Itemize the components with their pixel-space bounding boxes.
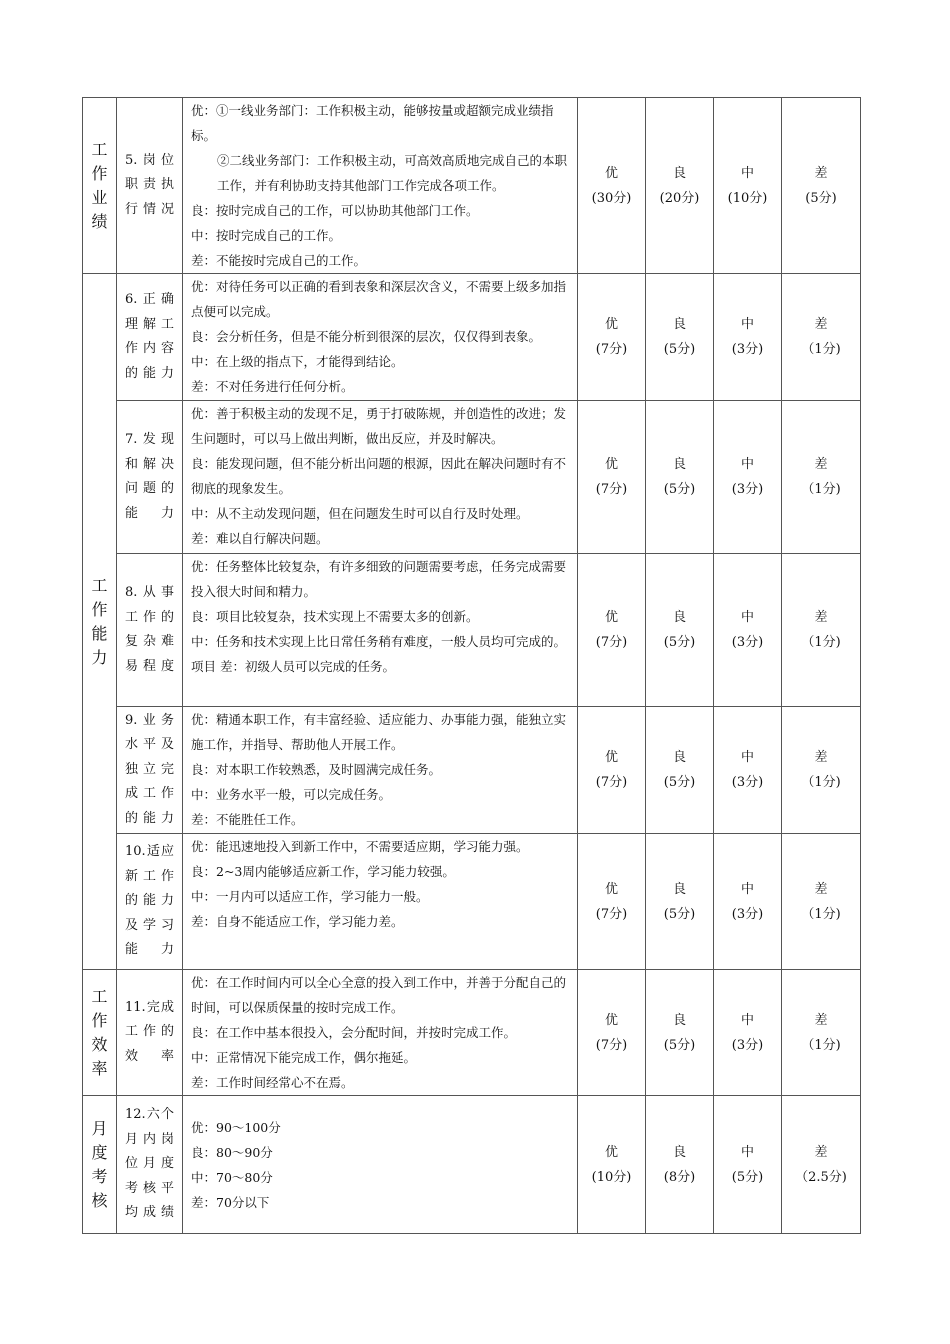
criteria-cell xyxy=(183,707,578,834)
grade-points: (7分) xyxy=(595,906,628,922)
score-excellent xyxy=(578,970,646,1096)
score-excellent xyxy=(578,834,646,970)
criteria-line: 中：从不主动发现问题，但在问题发生时可以自行及时处理。 xyxy=(191,506,529,521)
grade-points: (20分) xyxy=(659,190,700,206)
score-excellent xyxy=(578,707,646,834)
grade-label: 良 xyxy=(672,1144,686,1160)
criteria-line: 良：在工作中基本很投入，会分配时间，并按时完成工作。 xyxy=(191,1025,517,1040)
score-average xyxy=(714,1096,782,1234)
criteria-cell xyxy=(183,1096,578,1234)
criteria-cell xyxy=(183,401,578,554)
grade-label: 差 xyxy=(814,457,828,472)
item-name: 10.适应新工作的能力及学习能力 xyxy=(117,834,183,970)
score-average xyxy=(714,834,782,970)
score-poor xyxy=(782,834,861,970)
criteria-line: 差：自身不能适应工作，学习能力差。 xyxy=(191,914,404,929)
grade-points: (7分) xyxy=(595,482,628,497)
score-average xyxy=(714,98,782,274)
grade-label: 优 xyxy=(604,610,618,625)
grade-points: （1分) xyxy=(801,775,841,790)
criteria-line: 差：70分以下 xyxy=(191,1194,270,1210)
grade-points: (8分) xyxy=(663,1169,696,1185)
grade-label: 差 xyxy=(814,1012,828,1028)
score-average xyxy=(714,707,782,834)
category-cell xyxy=(83,274,117,970)
score-poor xyxy=(782,1096,861,1234)
grade-points: （1分) xyxy=(801,482,841,497)
score-poor xyxy=(782,970,861,1096)
grade-points: （1分) xyxy=(801,635,841,650)
grade-label: 中 xyxy=(740,750,754,765)
grade-label: 中 xyxy=(740,457,754,472)
table-row xyxy=(83,274,861,401)
grade-points: (7分) xyxy=(595,342,628,357)
grade-points: (7分) xyxy=(595,635,628,650)
grade-points: (5分) xyxy=(663,906,696,922)
criteria-line: 优：善于积极主动的发现不足，勇于打破陈规，并创造性的改进；发生问题时，可以马上做出判断，做出反应，并及时解决。 xyxy=(191,406,567,446)
criteria-line: 中：70～80分 xyxy=(191,1169,273,1185)
grade-label: 优 xyxy=(604,317,618,332)
grade-label: 中 xyxy=(740,1012,754,1028)
grade-points: (3分) xyxy=(731,1037,764,1053)
criteria-line: 良：项目比较复杂，技术实现上不需要太多的创新。 xyxy=(191,609,479,624)
criteria-line: 差：难以自行解决问题。 xyxy=(191,531,329,546)
score-good xyxy=(646,1096,714,1234)
grade-points: (5分) xyxy=(663,482,696,497)
grade-label: 差 xyxy=(814,317,828,332)
score-average xyxy=(714,970,782,1096)
item-name: 5.岗位职责执行情况 xyxy=(117,98,183,274)
grade-label: 优 xyxy=(604,457,618,472)
evaluation-table xyxy=(82,97,861,1234)
item-name: 9.业务水平及独立完成工作的能力 xyxy=(117,707,183,834)
criteria-line: 优：在工作时间内可以全心全意的投入到工作中，并善于分配自己的时间，可以保质保量的按时完成工作。 xyxy=(191,975,567,1015)
table-row xyxy=(83,98,861,274)
category-cell xyxy=(83,98,117,274)
table-row xyxy=(83,970,861,1096)
grade-label: 差 xyxy=(814,750,828,765)
grade-label: 差 xyxy=(814,1144,828,1160)
category-label: 月度考核 xyxy=(91,1118,108,1210)
criteria-cell xyxy=(183,554,578,707)
criteria-line: 中：正常情况下能完成工作，偶尔拖延。 xyxy=(191,1050,417,1065)
item-name: 11.完成工作的效率 xyxy=(117,970,183,1096)
table-row xyxy=(83,707,861,834)
score-poor xyxy=(782,401,861,554)
criteria-line: 良：会分析任务，但是不能分析到很深的层次，仅仅得到表象。 xyxy=(191,329,542,344)
criteria-line: 中：任务和技术实现上比日常任务稍有难度，一般人员均可完成的。 xyxy=(191,634,567,649)
grade-points: (5分) xyxy=(663,342,696,357)
grade-points: （1分) xyxy=(801,342,841,357)
category-cell xyxy=(83,970,117,1096)
score-average xyxy=(714,554,782,707)
score-good xyxy=(646,834,714,970)
category-label: 工作效率 xyxy=(91,986,108,1078)
criteria-line: 中：业务水平一般，可以完成任务。 xyxy=(191,787,392,802)
grade-label: 差 xyxy=(814,610,828,625)
score-good xyxy=(646,554,714,707)
grade-label: 中 xyxy=(740,610,754,625)
grade-points: （1分) xyxy=(801,1037,841,1053)
score-poor xyxy=(782,274,861,401)
score-excellent xyxy=(578,274,646,401)
score-excellent xyxy=(578,1096,646,1234)
grade-label: 优 xyxy=(604,1012,618,1028)
table-row xyxy=(83,1096,861,1234)
criteria-line: 优：任务整体比较复杂，有许多细致的问题需要考虑，任务完成需要投入很大时间和精力。 xyxy=(191,559,567,599)
criteria-line: 差：工作时间经常心不在焉。 xyxy=(191,1075,354,1090)
item-name: 12.六个月内岗位月度考核平均成绩 xyxy=(117,1096,183,1234)
criteria-line: 良：按时完成自己的工作，可以协助其他部门工作。 xyxy=(191,203,479,218)
score-excellent xyxy=(578,554,646,707)
score-good xyxy=(646,401,714,554)
grade-label: 优 xyxy=(604,881,618,897)
grade-label: 良 xyxy=(672,317,686,332)
grade-label: 优 xyxy=(604,750,618,765)
table-row xyxy=(83,834,861,970)
score-poor xyxy=(782,98,861,274)
grade-points: (3分) xyxy=(731,482,764,497)
table-row xyxy=(83,401,861,554)
grade-points: (5分) xyxy=(731,1169,764,1185)
criteria-line: 良：对本职工作较熟悉，及时圆满完成任务。 xyxy=(191,762,442,777)
criteria-line: 中：按时完成自己的工作。 xyxy=(191,228,342,243)
criteria-line: 差：不对任务进行任何分析。 xyxy=(191,379,354,394)
criteria-line: 优：对待任务可以正确的看到表象和深层次含义，不需要上级多加指点便可以完成。 xyxy=(191,279,567,319)
score-good xyxy=(646,707,714,834)
grade-points: (5分) xyxy=(663,1037,696,1053)
criteria-line: 差：不能按时完成自己的工作。 xyxy=(191,253,367,268)
grade-points: (5分) xyxy=(663,775,696,790)
criteria-line: 良：80～90分 xyxy=(191,1144,273,1160)
grade-points: （1分) xyxy=(801,906,841,922)
grade-label: 良 xyxy=(672,881,686,897)
grade-label: 差 xyxy=(814,881,828,897)
grade-points: (3分) xyxy=(731,342,764,357)
criteria-line: 良：2~3周内能够适应新工作，学习能力较强。 xyxy=(191,864,455,879)
criteria-line: 中：在上级的指点下，才能得到结论。 xyxy=(191,354,404,369)
grade-points: (5分) xyxy=(805,190,837,206)
category-label: 工作业绩 xyxy=(91,139,108,231)
grade-label: 良 xyxy=(672,457,686,472)
grade-label: 中 xyxy=(740,317,754,332)
grade-points: (5分) xyxy=(663,635,696,650)
score-poor xyxy=(782,707,861,834)
criteria-line: ②二线业务部门：工作积极主动，可高效高质地完成自己的本职工作，并有利协助支持其他部门工作完成各项工作。 xyxy=(217,153,568,193)
grade-label: 良 xyxy=(672,610,686,625)
grade-label: 差 xyxy=(814,165,828,181)
grade-label: 中 xyxy=(740,881,754,897)
score-average xyxy=(714,274,782,401)
score-good xyxy=(646,98,714,274)
criteria-cell xyxy=(183,98,578,274)
criteria-line: 优：90～100分 xyxy=(191,1119,281,1135)
grade-points: (7分) xyxy=(595,775,628,790)
criteria-line: 中：一月内可以适应工作，学习能力一般。 xyxy=(191,889,429,904)
grade-points: (10分) xyxy=(727,190,768,206)
grade-points: (10分) xyxy=(591,1169,632,1185)
grade-points: (3分) xyxy=(731,906,764,922)
score-good xyxy=(646,970,714,1096)
grade-points: （2.5分) xyxy=(795,1169,847,1185)
grade-points: (3分) xyxy=(731,635,764,650)
grade-label: 良 xyxy=(672,750,686,765)
criteria-line: 优：①一线业务部门：工作积极主动，能够按量或超额完成业绩指标。 xyxy=(191,103,554,143)
category-label: 工作能力 xyxy=(91,575,108,667)
criteria-line: 差：不能胜任工作。 xyxy=(191,812,304,827)
criteria-line: 项目 差：初级人员可以完成的任务。 xyxy=(191,659,395,674)
grade-points: (7分) xyxy=(595,1037,628,1053)
grade-label: 优 xyxy=(604,1144,618,1160)
score-average xyxy=(714,401,782,554)
grade-points: (30分) xyxy=(591,190,632,206)
grade-points: (3分) xyxy=(731,775,764,790)
score-good xyxy=(646,274,714,401)
grade-label: 良 xyxy=(672,165,686,181)
criteria-line: 优：精通本职工作，有丰富经验、适应能力、办事能力强，能独立实施工作，并指导、帮助他人开展工作。 xyxy=(191,712,567,752)
item-name: 8.从事工作的复杂难易程度 xyxy=(117,554,183,707)
category-cell xyxy=(83,1096,117,1234)
item-name: 6.正确理解工作内容的能力 xyxy=(117,274,183,401)
grade-label: 良 xyxy=(672,1012,686,1028)
criteria-line: 良：能发现问题，但不能分析出问题的根源，因此在解决问题时有不彻底的现象发生。 xyxy=(191,456,567,496)
grade-label: 优 xyxy=(604,165,618,181)
criteria-cell xyxy=(183,274,578,401)
table-row xyxy=(83,554,861,707)
grade-label: 中 xyxy=(740,165,754,181)
score-excellent xyxy=(578,98,646,274)
criteria-line: 优：能迅速地投入到新工作中，不需要适应期，学习能力强。 xyxy=(191,839,529,854)
criteria-cell xyxy=(183,834,578,970)
item-name: 7.发现和解决问题的能力 xyxy=(117,401,183,554)
criteria-cell xyxy=(183,970,578,1096)
score-poor xyxy=(782,554,861,707)
grade-label: 中 xyxy=(740,1144,754,1160)
score-excellent xyxy=(578,401,646,554)
